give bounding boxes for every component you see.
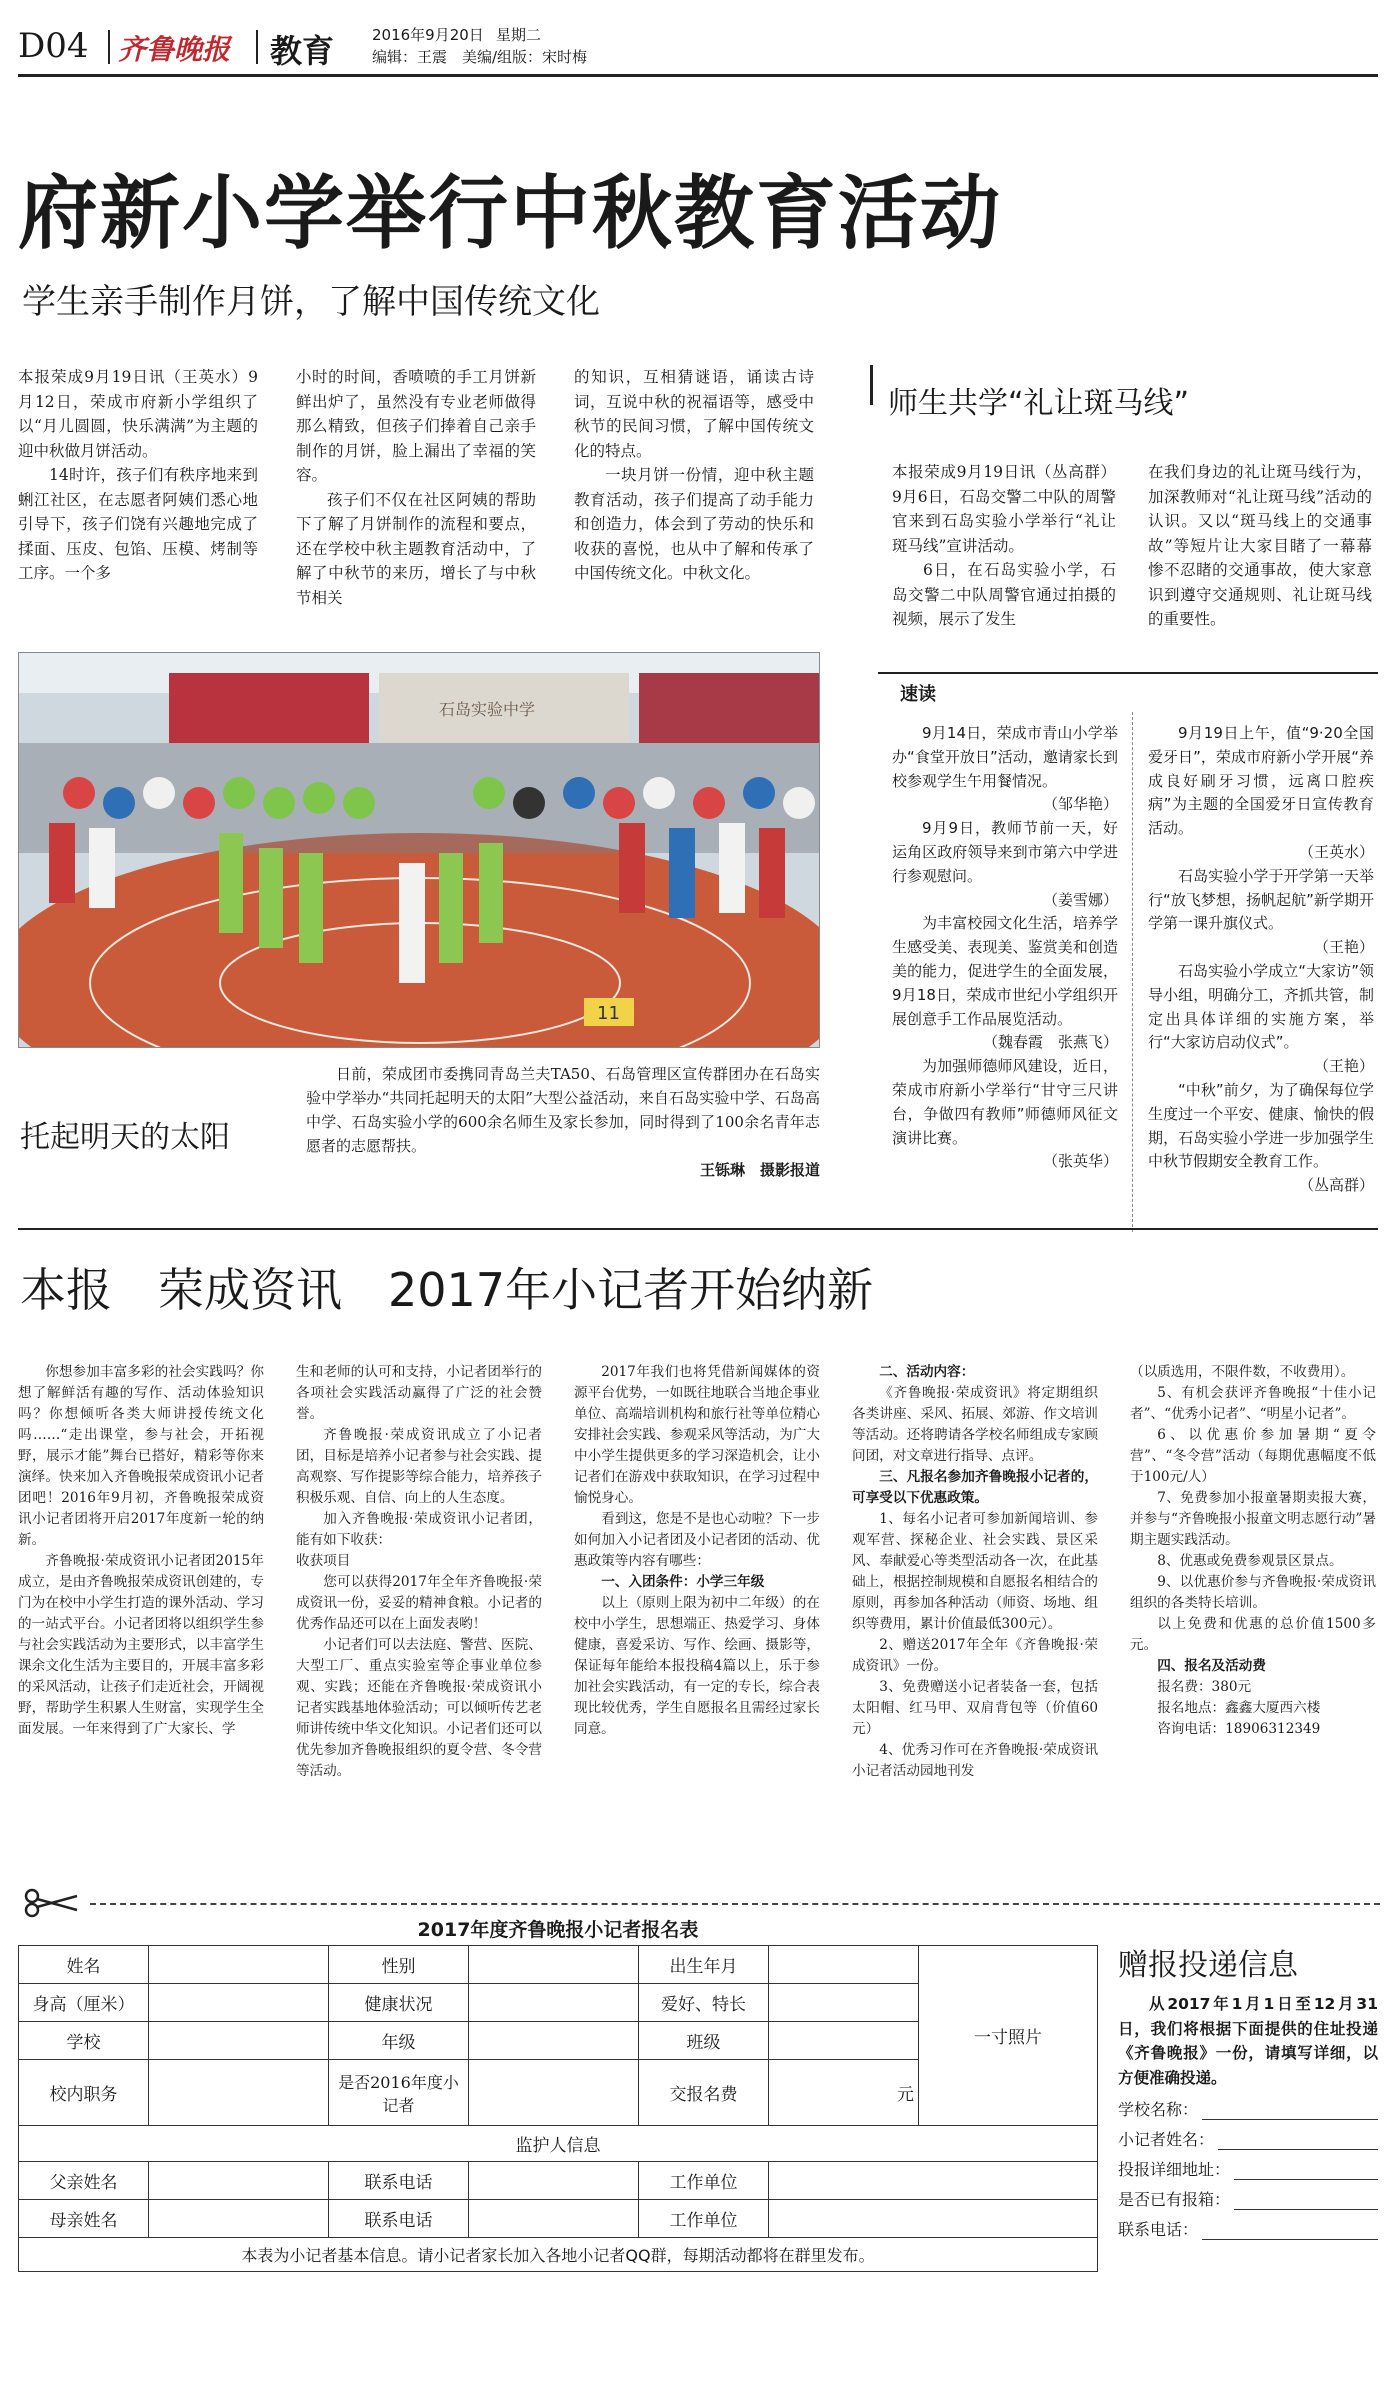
recruit-paragraph: 以上免费和优惠的总价值1500多元。 [1130, 1616, 1376, 1653]
zebra-rule-left [870, 365, 873, 405]
lead-headline: 府新小学举行中秋教育活动 [18, 167, 1002, 260]
brief-source: （魏春霞 张燕飞） [982, 1033, 1118, 1052]
photo-floor-number: 11 [597, 1003, 620, 1024]
form-label-name: 姓名 [19, 1946, 149, 1984]
briefs-rule [878, 672, 1378, 674]
recruit-subheading: 一、入团条件：小学三年级 [601, 1574, 765, 1590]
photo-title: 托起明天的太阳 [20, 1120, 230, 1155]
recruit-column-1 [18, 1362, 264, 1740]
delivery-field-school[interactable] [1118, 2090, 1378, 2120]
form-label-is-member: 是否2016年度小记者 [329, 2060, 469, 2126]
form-input-hobby[interactable] [769, 1984, 919, 2022]
lead-paragraph: 孩子们不仅在社区阿姨的帮助下了解了月饼制作的流程和要点，还在学校中秋主题教育活动中，了解了中秋节的来历，增长了与中秋节相关 [296, 490, 536, 607]
recruit-paragraph: 齐鲁晚报·荣成资讯小记者团2015年成立，是由齐鲁晚报荣成资讯创建的，专门为在校中小学生打造的课外活动、学习的一站式平台。小记者团将以组织学生参与社会实践活动为主要形式，以丰富学生课余文化生活为主要目的，开展丰富多彩的采风活动，让孩子们走近社会，开阔视野，帮助学生积累人生财富，实现学生全面发展。一年来得到了广大家长、学 [18, 1553, 264, 1737]
recruit-paragraph: （以质选用，不限件数，不收费用）。 [1130, 1364, 1355, 1380]
lead-column-3 [574, 365, 814, 586]
delivery-label-school: 学校名称： [1118, 2100, 1199, 2119]
form-label-health: 健康状况 [329, 1984, 469, 2022]
brief-item: 石岛实验小学成立“大家访”领导小组，明确分工，齐抓共管，制定出具体详细的实施方案，举行“大家访启动仪式”。 [1148, 961, 1374, 1052]
form-label-school: 学校 [19, 2022, 149, 2060]
form-label-father-phone: 联系电话 [329, 2162, 469, 2200]
recruit-paragraph: 小记者们可以去法庭、警营、医院、大型工厂、重点实验室等企事业单位参观、实践；还能在齐鲁晚报·荣成资讯小记者实践基地体验活动；可以倾听传艺老师讲传统中华文化知识。小记者们还可以优先参加齐鲁晚报组织的夏令营、冬令营等活动。 [296, 1637, 542, 1779]
recruit-subheading: 四、报名及活动费 [1157, 1658, 1266, 1674]
lead-paragraph: 本报荣成9月19日讯（王英水）9月12日，荣成市府新小学组织了以“月儿圆圆，快乐满满”为主题的迎中秋做月饼活动。 [18, 368, 258, 460]
recruit-paragraph: 看到这，您是不是也心动啦？下一步如何加入小记者团及小记者团的活动、优惠政策等内容有哪些： [574, 1511, 820, 1569]
photo-caption [306, 1062, 820, 1182]
issue-date: 2016年9月20日 [372, 26, 484, 44]
brief-item: “中秋”前夕，为了确保每位学生度过一个平安、健康、愉快的假期，石岛实验小学进一步加强学生中秋节假期安全教育工作。 [1148, 1080, 1374, 1171]
recruit-paragraph: 《齐鲁晚报·荣成资讯》将定期组织各类讲座、采风、拓展、郊游、作文培训等活动。还将聘请各学校名师组成专家顾问团，对文章进行指导、点评。 [852, 1385, 1098, 1464]
brief-item: 为丰富校园文化生活，培养学生感受美、表现美、鉴赏美和创造美的能力，促进学生的全面发展，9月18日，荣成市世纪小学组织开展创意手工作品展览活动。 [892, 914, 1118, 1028]
recruit-paragraph: 4、优秀习作可在齐鲁晚报·荣成资讯小记者活动园地刊发 [852, 1742, 1098, 1779]
zebra-title: 师生共学“礼让斑马线” [888, 386, 1190, 421]
recruit-paragraph: 7、免费参加小报童暑期卖报大赛，并参与“齐鲁晚报小报童文明志愿行动”暑期主题实践活动。 [1130, 1490, 1376, 1548]
delivery-panel [1118, 1940, 1378, 2240]
brief-source: （王艳） [1313, 1057, 1374, 1076]
form-label-grade: 年级 [329, 2022, 469, 2060]
form-input-fee[interactable] [769, 2060, 919, 2126]
form-label-fee: 交报名费 [639, 2060, 769, 2126]
form-label-position: 校内职务 [19, 2060, 149, 2126]
delivery-label-mailbox: 是否已有报箱： [1118, 2190, 1231, 2209]
recruit-subheading: 收获项目 [296, 1553, 351, 1569]
scissors-icon-visible [22, 1888, 82, 1918]
form-photo-cell[interactable]: 一寸照片 [919, 1946, 1098, 2126]
brief-source: （张英华） [1042, 1152, 1118, 1171]
form-input-height[interactable] [149, 1984, 329, 2022]
briefs-left-column [892, 722, 1118, 1174]
briefs-label: 速读 [900, 684, 936, 705]
event-photo [18, 652, 820, 1048]
form-input-school[interactable] [149, 2022, 329, 2060]
zebra-column-1 [892, 460, 1116, 632]
recruit-paragraph: 2017年我们也将凭借新闻媒体的资源平台优势，一如既往地联合当地企事业单位、高端培训机构和旅行社等单位精心安排社会实践、参观采风等活动，为广大中小学生提供更多的学习深造机会，让小记者们在游戏中获取知识，在学习过程中愉悦身心。 [574, 1364, 820, 1506]
recruit-paragraph: 生和老师的认可和支持，小记者团举行的各项社会实践活动赢得了广泛的社会赞誉。 [296, 1364, 542, 1422]
delivery-title: 赠报投递信息 [1118, 1948, 1298, 1983]
recruit-rule-top [18, 1228, 1378, 1230]
delivery-field-address[interactable] [1118, 2150, 1378, 2180]
recruit-paragraph: 报名地点：鑫鑫大厦西六楼 [1157, 1700, 1321, 1716]
recruit-paragraph: 您可以获得2017年全年齐鲁晚报·荣成资讯一份，妥妥的精神食粮。小记者的优秀作品还可以在上面发表哟！ [296, 1574, 542, 1632]
form-note: 本表为小记者基本信息。请小记者家长加入各地小记者QQ群，每期活动都将在群里发布。 [19, 2238, 1098, 2272]
form-input-health[interactable] [469, 1984, 639, 2022]
brief-item: 石岛实验小学于开学第一天举行“放飞梦想，扬帆起航”新学期开学第一课升旗仪式。 [1148, 866, 1374, 933]
recruit-subheading: 二、活动内容： [879, 1364, 975, 1380]
form-label-father: 父亲姓名 [19, 2162, 149, 2200]
zebra-paragraph: 6日，在石岛实验小学，石岛交警二中队周警官通过拍摄的视频，展示了发生 [892, 561, 1116, 628]
cut-line-visible [90, 1903, 1380, 1905]
form-label-mother-phone: 联系电话 [329, 2200, 469, 2238]
brief-source: （邹华艳） [1042, 795, 1118, 814]
lead-paragraph: 的知识，互相猜谜语，诵读古诗词，互说中秋的祝福语等，感受中秋节的民间习惯，了解中国传统文化的特点。 [574, 368, 814, 460]
recruit-paragraph: 报名费：380元 [1157, 1679, 1252, 1695]
lead-subhead: 学生亲手制作月饼，了解中国传统文化 [22, 282, 600, 322]
form-input-position[interactable] [149, 2060, 329, 2126]
delivery-field-name[interactable] [1118, 2120, 1378, 2150]
brief-item: 9月19日上午，值“9·20全国爱牙日”，荣成市府新小学开展“养成良好刷牙习惯，远离口腔疾病”为主题的全国爱牙日宣传教育活动。 [1148, 724, 1374, 838]
brief-item: 为加强师德师风建设，近日，荣成市府新小学举行“甘守三尺讲台，争做四有教师”师德师风征文演讲比赛。 [892, 1057, 1118, 1147]
page-header [18, 18, 1378, 74]
registration-table [18, 1945, 1098, 2272]
lead-paragraph: 小时的时间，香喷喷的手工月饼新鲜出炉了，虽然没有专业老师做得那么精致，但孩子们捧着自己亲手制作的月饼，脸上漏出了幸福的笑容。 [296, 368, 536, 484]
delivery-field-mailbox[interactable] [1118, 2180, 1378, 2210]
recruit-paragraph: 2、赠送2017年全年《齐鲁晚报·荣成资讯》一份。 [852, 1637, 1098, 1674]
recruit-subheading: 三、凡报名参加齐鲁晚报小记者的，可享受以下优惠政策。 [852, 1469, 1098, 1506]
form-label-father-work: 工作单位 [639, 2162, 769, 2200]
form-input-grade[interactable] [469, 2022, 639, 2060]
recruit-paragraph: 咨询电话：18906312349 [1157, 1721, 1321, 1737]
section-name: 教育 [270, 32, 335, 70]
form-input-name[interactable] [149, 1946, 329, 1984]
brief-source: （丛高群） [1298, 1176, 1374, 1195]
form-table-title: 2017年度齐鲁晚报小记者报名表 [417, 1919, 699, 1941]
delivery-label-phone: 联系电话： [1118, 2220, 1199, 2239]
paper-logo: 齐鲁晚报 [118, 33, 231, 66]
form-label-hobby: 爱好、特长 [639, 1984, 769, 2022]
editors: 编辑：王震 美编/组版：宋时梅 [372, 48, 588, 66]
header-rule [18, 74, 1378, 77]
form-input-mother[interactable] [149, 2200, 329, 2238]
form-input-father[interactable] [149, 2162, 329, 2200]
issue-weekday: 星期二 [496, 26, 542, 44]
form-label-mother-work: 工作单位 [639, 2200, 769, 2238]
delivery-intro: 从2017年1月1日至12月31日，我们将根据下面提供的住址投递《齐鲁晚报》一份，请填写详细，以方便准确投递。 [1118, 1995, 1378, 2087]
form-label-height: 身高（厘米） [19, 1984, 149, 2022]
form-input-father-work[interactable] [769, 2162, 1098, 2200]
recruit-paragraph: 以上（原则上限为初中二年级）的在校中小学生，思想端正、热爱学习、身体健康，喜爱采访、写作、绘画、摄影等，保证每年能给本报投稿4篇以上，乐于参加社会实践活动，有一定的专长，综合表现比较优秀，学生自愿报名且需经过家长同意。 [574, 1595, 820, 1737]
form-label-birth: 出生年月 [639, 1946, 769, 1984]
form-input-is-member[interactable] [469, 2060, 639, 2126]
zebra-column-2 [1148, 460, 1372, 632]
recruit-column-2 [296, 1362, 542, 1782]
form-label-mother: 母亲姓名 [19, 2200, 149, 2238]
form-input-mother-work[interactable] [769, 2200, 1098, 2238]
briefs-right-column [1148, 722, 1374, 1198]
form-input-birth[interactable] [769, 1946, 919, 1984]
lead-paragraph: 14时许，孩子们有秩序地来到蜊江社区，在志愿者阿姨们悉心地引导下，孩子们饶有兴趣地完成了揉面、压皮、包馅、压模、烤制等工序。一个多 [18, 466, 258, 582]
lead-column-2 [296, 365, 536, 610]
recruit-paragraph: 3、免费赠送小记者装备一套，包括太阳帽、红马甲、双肩背包等（价值60元） [852, 1679, 1098, 1737]
photo-banner-text: 石岛实验中学 [439, 700, 536, 719]
recruit-paragraph: 你想参加丰富多彩的社会实践吗？你想了解鲜活有趣的写作、活动体验知识吗？你想倾听各类大师讲授传统文化吗……“走出课堂，参与社会，开拓视野，展示才能”舞台已搭好，精彩等你来演绎。快来加入齐鲁晚报荣成资讯小记者团吧！2016年9月初，齐鲁晚报荣成资讯小记者团将开启2017年度新一轮的纳新。 [18, 1364, 264, 1548]
briefs-divider [1132, 712, 1133, 1232]
zebra-paragraph: 本报荣成9月19日讯（丛高群）9月6日，石岛交警二中队的周警官来到石岛实验小学举行“礼让斑马线”宣讲活动。 [892, 463, 1116, 555]
recruit-paragraph: 6、以优惠价参加暑期“夏令营”、“冬令营”活动（每期优惠幅度不低于100元/人） [1130, 1427, 1376, 1485]
recruit-column-3 [574, 1362, 820, 1740]
photo-caption-text: 日前，荣成团市委携同青岛兰夫TA50、石岛管理区宣传群团办在石岛实验中学举办“共同托起明天的太阳”大型公益活动，来自石岛实验中学、石岛高中学、石岛实验小学的600余名师生及家长参加，同时得到了100余名青年志愿者的志愿帮扶。 [306, 1065, 820, 1155]
recruit-paragraph: 9、以优惠价参与齐鲁晚报·荣成资讯组织的各类特长培训。 [1130, 1574, 1376, 1611]
recruit-paragraph: 齐鲁晚报·荣成资讯成立了小记者团，目标是培养小记者参与社会实践、提高观察、写作提影等综合能力，培养孩子积极乐观、自信、向上的人生态度。 [296, 1427, 542, 1506]
brief-item: 9月9日，教师节前一天，好运角区政府领导来到市第六中学进行参观慰问。 [892, 819, 1118, 885]
recruit-column-5 [1130, 1362, 1376, 1740]
form-input-mother-phone[interactable] [469, 2200, 639, 2238]
recruit-column-4 [852, 1362, 1098, 1782]
brief-source: （姜雪娜） [1042, 890, 1118, 909]
recruit-paragraph: 加入齐鲁晚报·荣成资讯小记者团，能有如下收获： [296, 1511, 542, 1548]
recruit-paragraph: 5、有机会获评齐鲁晚报“十佳小记者”、“优秀小记者”、“明星小记者”。 [1130, 1385, 1376, 1422]
lead-column-1 [18, 365, 258, 586]
form-input-gender[interactable] [469, 1946, 639, 1984]
recruit-paragraph: 1、每名小记者可参加新闻培训、参观军营、探秘企业、社会实践、景区采风、奉献爱心等类型活动各一次，在此基础上，根据控制规模和自愿报名相结合的原则，再参加各种活动（师资、场地、组织等费用，累计价值最低300元）。 [852, 1511, 1098, 1632]
brief-item: 9月14日，荣成市青山小学举办“食堂开放日”活动，邀请家长到校参观学生午用餐情况。 [892, 724, 1118, 790]
delivery-label-address: 投报详细地址： [1118, 2160, 1231, 2179]
form-label-gender: 性别 [329, 1946, 469, 1984]
brief-source: （王艳） [1313, 938, 1374, 957]
form-region [18, 1915, 1098, 2272]
zebra-paragraph: 在我们身边的礼让斑马线行为，加深教师对“礼让斑马线”活动的认识。又以“斑马线上的交通事故”等短片让大家目睹了一幕幕惨不忍睹的交通事故，使大家意识到遵守交通规则、礼让斑马线的重要性。 [1148, 463, 1372, 628]
photo-credit: 王铄琳 摄影报道 [699, 1161, 820, 1179]
form-fee-unit: 元 [897, 2085, 914, 2105]
delivery-field-phone[interactable] [1118, 2210, 1378, 2240]
form-label-class: 班级 [639, 2022, 769, 2060]
delivery-label-name: 小记者姓名： [1118, 2130, 1215, 2149]
recruit-paragraph: 8、优惠或免费参观景区景点。 [1157, 1553, 1343, 1569]
form-input-father-phone[interactable] [469, 2162, 639, 2200]
brief-source: （王英水） [1298, 842, 1374, 861]
form-guardian-header: 监护人信息 [19, 2126, 1098, 2162]
page-number: D04 [18, 26, 89, 66]
form-input-class[interactable] [769, 2022, 919, 2060]
recruit-headline: 本报 荣成资讯 2017年小记者开始纳新 [20, 1263, 874, 1317]
lead-paragraph: 一块月饼一份情，迎中秋主题教育活动，孩子们提高了动手能力和创造力，体会到了劳动的快乐和收获的喜悦，也从中了解和传承了中国传统文化。中秋文化。 [574, 466, 814, 582]
